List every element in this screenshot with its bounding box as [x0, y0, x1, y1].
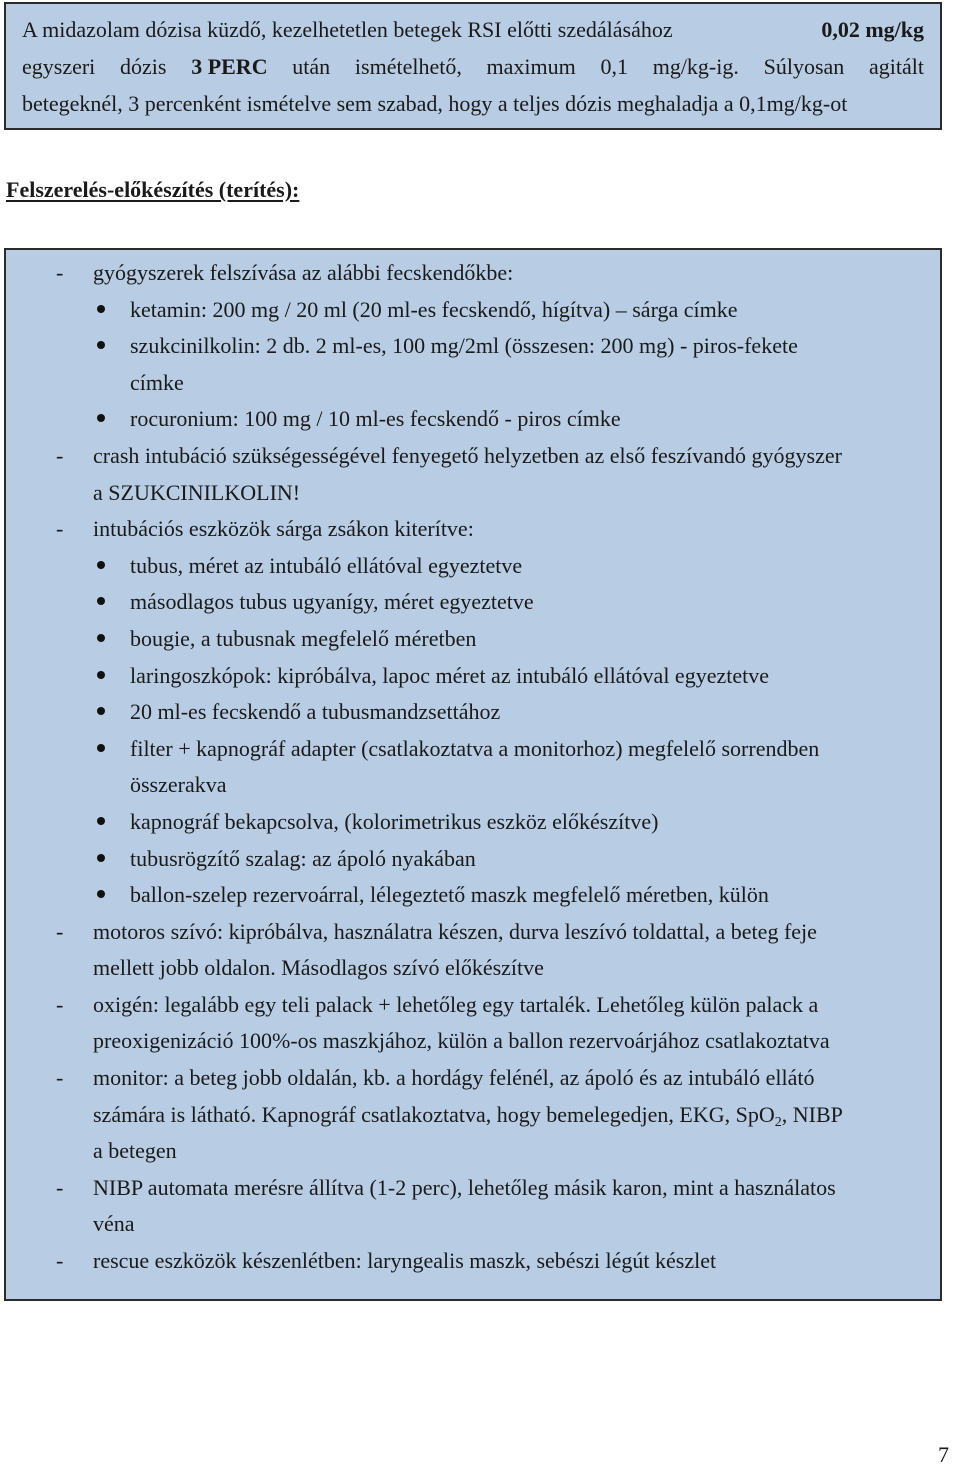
list-item-text-part: filter + kapnográf adapter (csatlakoztatva a monitorhoz) megfelelő sorrendben	[130, 735, 820, 761]
list-item-text-part: véna	[93, 1211, 135, 1237]
dash-marker: -	[56, 442, 64, 468]
dash-list-item-line	[6, 1097, 940, 1134]
list-item-text	[6, 1133, 940, 1170]
dash-list-item-line	[6, 987, 940, 1024]
dash-list-item-line	[6, 914, 940, 951]
list-item-text	[6, 1243, 940, 1280]
dash-list-item-line	[6, 950, 940, 987]
list-item-text	[6, 767, 940, 804]
dash-marker: -	[56, 516, 64, 542]
list-item-text	[6, 365, 940, 402]
bullet-list-item-line	[6, 548, 940, 585]
dash-list-item-line	[6, 438, 940, 475]
dash-list-item-line	[6, 1243, 940, 1280]
list-item-text-part: crash intubáció szükségességével fenyegető helyzetben az első feszívandó gyógyszer	[93, 442, 842, 468]
bullet-list-item-line	[6, 328, 940, 365]
bullet-list-item-line	[6, 292, 940, 329]
note-line-2-word: után	[292, 54, 331, 79]
bullet-icon	[97, 744, 105, 752]
list-item-text	[6, 1170, 940, 1207]
list-item-text-part: címke	[130, 369, 184, 395]
list-item-text-part: preoxigenizáció 100%-os maszkjához, külön a ballon rezervoárjához csatlakoztatva	[93, 1028, 830, 1054]
list-item-text	[6, 475, 940, 512]
list-item-text	[6, 1060, 940, 1097]
list-item-text-part: tubus, méret az intubáló ellátóval egyeztetve	[130, 552, 523, 578]
dash-list-item-line	[6, 1023, 940, 1060]
bullet-list-item-line	[6, 584, 940, 621]
bullet-list-item-line	[6, 694, 940, 731]
list-item-text-part: motoros szívó: kipróbálva, használatra készen, durva leszívó toldattal, a beteg feje	[93, 918, 817, 944]
note-line-3: betegeknél, 3 percenként ismételve sem szabad, hogy a teljes dózis meghaladja a 0,1mg/kg-ot	[22, 91, 848, 116]
list-item-text	[6, 658, 940, 695]
list-item-text-part: 20 ml-es fecskendő a tubusmandzsettához	[130, 699, 501, 725]
list-item-text	[6, 1097, 940, 1134]
list-item-text	[6, 950, 940, 987]
list-item-text	[6, 804, 940, 841]
note-line-2-word: maximum	[486, 54, 576, 79]
list-item-text-part: laringoszkópok: kipróbálva, lapoc méret az intubáló ellátóval egyeztetve	[130, 662, 769, 688]
list-item-text-part: számára is látható. Kapnográf csatlakoztatva, hogy bemelegedjen, EKG, SpO	[93, 1101, 775, 1127]
list-item-text-part: kapnográf bekapcsolva, (kolorimetrikus eszköz előkészítve)	[130, 808, 659, 834]
list-item-text	[6, 438, 940, 475]
list-item-text-part: szukcinilkolin: 2 db. 2 ml-es, 100 mg/2ml (összesen: 200 mg) - piros-fekete	[130, 333, 798, 359]
dash-marker: -	[56, 991, 64, 1017]
bullet-list-item-line	[6, 767, 940, 804]
list-item-text	[6, 292, 940, 329]
page-number: 7	[938, 1442, 949, 1467]
dash-marker: -	[56, 1248, 64, 1274]
note-line-2-word: ismételhető,	[354, 54, 462, 79]
bullet-icon	[97, 561, 105, 569]
list-item-text	[6, 621, 940, 658]
bullet-icon	[97, 671, 105, 679]
list-item-text-part: ketamin: 200 mg / 20 ml (20 ml-es fecskendő, hígítva) – sárga címke	[130, 296, 738, 322]
list-item-text	[6, 584, 940, 621]
subscript: 2	[774, 1114, 782, 1130]
note-line-2-word: 3 PERC	[191, 54, 268, 79]
midazolam-note-box	[4, 2, 942, 130]
dash-list-item-line	[6, 1060, 940, 1097]
dash-list-item-line	[6, 511, 940, 548]
list-item-text-part: ballon-szelep rezervoárral, lélegeztető maszk megfelelő méretben, külön	[130, 882, 769, 908]
bullet-icon	[97, 817, 105, 825]
note-line-1	[22, 11, 924, 48]
bullet-list-item-line	[6, 841, 940, 878]
list-item-text-part: mellett jobb oldalon. Másodlagos szívó előkészítve	[93, 955, 544, 981]
list-item-text-part: intubációs eszközök sárga zsákon kiterítve:	[93, 516, 474, 542]
note-line-2-word: 0,1	[600, 54, 628, 79]
list-item-text-part: a SZUKCINILKOLIN!	[93, 479, 301, 505]
note-line-1-text: A midazolam dózisa küzdő, kezelhetetlen betegek RSI előtti szedálásához	[22, 17, 673, 42]
list-item-text-part: rocuronium: 100 mg / 10 ml-es fecskendő - piros címke	[130, 406, 621, 432]
note-line-2-word: Súlyosan	[763, 54, 845, 79]
list-item-text	[6, 1023, 940, 1060]
bullet-list-item-line	[6, 621, 940, 658]
note-line-2	[22, 48, 924, 85]
list-item-text	[6, 877, 940, 914]
list-item-text-part: összerakva	[130, 772, 227, 798]
list-item-text	[6, 1206, 940, 1243]
note-line-1-dose: 0,02 mg/kg	[821, 17, 924, 42]
dash-list-item-line	[6, 1170, 940, 1207]
bullet-list-item-line	[6, 877, 940, 914]
list-item-text-part: , NIBP	[781, 1101, 843, 1127]
list-item-text	[6, 511, 940, 548]
bullet-list-item-line	[6, 804, 940, 841]
dash-list-item-line	[6, 1133, 940, 1170]
list-item-text-part: a betegen	[93, 1138, 177, 1164]
note-line-2-word: agitált	[869, 54, 924, 79]
bullet-icon	[97, 305, 105, 313]
dash-list-item-line	[6, 1206, 940, 1243]
dash-list-item-line	[6, 255, 940, 292]
dash-marker: -	[56, 260, 64, 285]
bullet-list-item-line	[6, 365, 940, 402]
list-item-text-part: NIBP automata merésre állítva (1-2 perc), lehetőleg másik karon, mint a használatos	[93, 1174, 836, 1200]
bullet-list-item-line	[6, 401, 940, 438]
list-item-text-part: bougie, a tubusnak megfelelő méretben	[130, 625, 477, 651]
list-item-text	[6, 914, 940, 951]
equipment-preparation-box	[4, 248, 942, 1301]
list-item-text	[6, 328, 940, 365]
list-item-text	[6, 841, 940, 878]
bullet-icon	[97, 854, 105, 862]
list-item-text-part: gyógyszerek felszívása az alábbi fecskendőkbe:	[93, 260, 514, 285]
dash-marker: -	[56, 918, 64, 944]
dash-marker: -	[56, 1065, 64, 1091]
dash-marker: -	[56, 1174, 64, 1200]
section-heading: Felszerelés-előkészítés (terítés):	[6, 177, 300, 202]
note-line-2-word: egyszeri	[22, 54, 96, 79]
list-item-text-part: másodlagos tubus ugyanígy, méret egyeztetve	[130, 589, 534, 615]
note-line-2-word: mg/kg-ig.	[652, 54, 739, 79]
list-item-text-part: monitor: a beteg jobb oldalán, kb. a hordágy felénél, az ápoló és az intubáló ellátó	[93, 1065, 815, 1091]
list-item-text	[6, 255, 940, 292]
note-line-2-word: dózis	[120, 54, 167, 79]
bullet-icon	[97, 634, 105, 642]
bullet-list-item-line	[6, 658, 940, 695]
list-item-text	[6, 401, 940, 438]
list-item-text-part: rescue eszközök készenlétben: laryngealis maszk, sebészi légút készlet	[93, 1248, 717, 1274]
list-item-text	[6, 548, 940, 585]
bullet-list-item-line	[6, 731, 940, 768]
list-item-text	[6, 987, 940, 1024]
list-item-text-part: tubusrögzítő szalag: az ápoló nyakában	[130, 845, 476, 871]
list-item-text-part: oxigén: legalább egy teli palack + lehetőleg egy tartalék. Lehetőleg külön palack a	[93, 991, 819, 1017]
list-item-text	[6, 694, 940, 731]
dash-list-item-line	[6, 475, 940, 512]
list-item-text	[6, 731, 940, 768]
